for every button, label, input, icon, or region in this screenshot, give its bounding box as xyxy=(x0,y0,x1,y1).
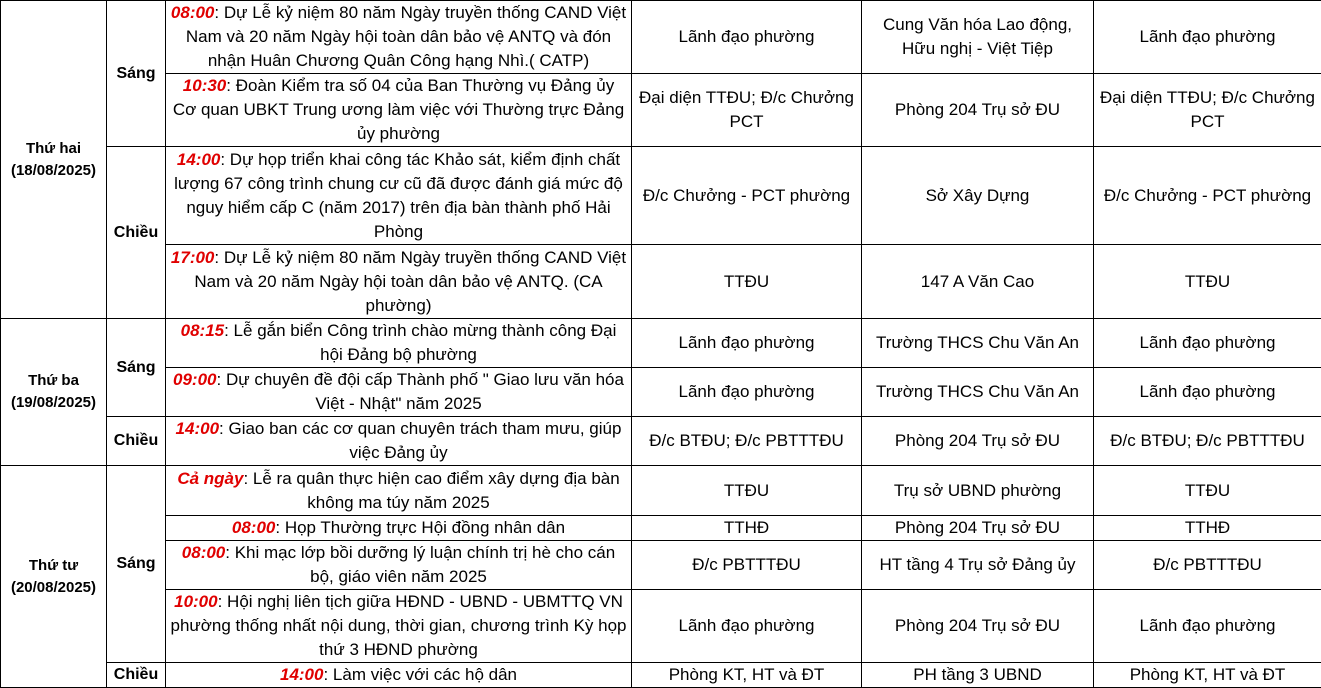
day-date: (18/08/2025) xyxy=(5,160,102,182)
day-cell xyxy=(1,466,107,688)
event-host: Lãnh đạo phường xyxy=(632,590,862,663)
event-content xyxy=(166,147,632,245)
event-place: 147 A Văn Cao xyxy=(862,245,1094,319)
event-host: Lãnh đạo phường xyxy=(632,1,862,74)
event-place: Phòng 204 Trụ sở ĐU xyxy=(862,516,1094,541)
event-prep: Phòng KT, HT và ĐT xyxy=(1094,663,1321,688)
event-host: Đ/c Chưởng - PCT phường xyxy=(632,147,862,245)
event-content xyxy=(166,590,632,663)
event-content xyxy=(166,74,632,147)
event-host: Phòng KT, HT và ĐT xyxy=(632,663,862,688)
event-prep: Lãnh đạo phường xyxy=(1094,590,1321,663)
event-place: Cung Văn hóa Lao động, Hữu nghị - Việt Tiệp xyxy=(862,1,1094,74)
event-time: 08:00 xyxy=(232,518,275,537)
day-cell xyxy=(1,319,107,466)
event-time: 17:00 xyxy=(171,248,214,267)
event-place: Phòng 204 Trụ sở ĐU xyxy=(862,417,1094,466)
day-cell xyxy=(1,1,107,319)
day-date: (20/08/2025) xyxy=(5,577,102,599)
event-place: Sở Xây Dựng xyxy=(862,147,1094,245)
event-content xyxy=(166,663,632,688)
event-host: Đ/c BTĐU; Đ/c PBTTTĐU xyxy=(632,417,862,466)
event-content xyxy=(166,319,632,368)
event-text: : Dự Lễ kỷ niệm 80 năm Ngày truyền thống CAND Việt Nam và 20 năm Ngày hội toàn dân bảo vệ ANTQ và đón nhận Huân Chương Quân Công hạng Nhì.( CATP) xyxy=(186,3,626,70)
event-content xyxy=(166,466,632,516)
event-text: : Dự họp triển khai công tác Khảo sát, kiểm định chất lượng 67 công trình chung cư cũ đã được đánh giá mức độ nguy hiểm cấp C (năm 2017) trên địa bàn thành phố Hải Phòng xyxy=(174,150,623,241)
event-prep: Lãnh đạo phường xyxy=(1094,319,1321,368)
event-host: Đ/c PBTTTĐU xyxy=(632,541,862,590)
event-content xyxy=(166,368,632,417)
event-prep: Lãnh đạo phường xyxy=(1094,1,1321,74)
event-prep: Đ/c Chưởng - PCT phường xyxy=(1094,147,1321,245)
event-time: 14:00 xyxy=(177,150,220,169)
event-host: TTHĐ xyxy=(632,516,862,541)
session-cell: Chiều xyxy=(107,663,166,688)
event-place: Phòng 204 Trụ sở ĐU xyxy=(862,74,1094,147)
event-place: Trường THCS Chu Văn An xyxy=(862,368,1094,417)
event-content xyxy=(166,541,632,590)
event-content xyxy=(166,516,632,541)
event-prep: Đ/c BTĐU; Đ/c PBTTTĐU xyxy=(1094,417,1321,466)
event-host: TTĐU xyxy=(632,245,862,319)
event-time: 08:15 xyxy=(181,321,224,340)
event-text: : Họp Thường trực Hội đồng nhân dân xyxy=(275,518,565,537)
event-text: : Đoàn Kiểm tra số 04 của Ban Thường vụ Đảng ủy Cơ quan UBKT Trung ương làm việc với Thường trực Đảng ủy phường xyxy=(173,76,624,143)
day-date: (19/08/2025) xyxy=(5,392,102,414)
event-text: : Dự Lễ kỷ niệm 80 năm Ngày truyền thống CAND Việt Nam và 20 năm Ngày hội toàn dân bảo vệ ANTQ. (CA phường) xyxy=(194,248,626,315)
event-place: HT tầng 4 Trụ sở Đảng ủy xyxy=(862,541,1094,590)
day-name: Thứ tư xyxy=(5,555,102,577)
event-prep: Đại diện TTĐU; Đ/c Chưởng PCT xyxy=(1094,74,1321,147)
event-time: Cả ngày xyxy=(177,469,243,488)
event-content xyxy=(166,245,632,319)
event-prep: TTĐU xyxy=(1094,466,1321,516)
event-place: Trụ sở UBND phường xyxy=(862,466,1094,516)
event-prep: TTĐU xyxy=(1094,245,1321,319)
day-name: Thứ ba xyxy=(5,370,102,392)
event-text: : Giao ban các cơ quan chuyên trách tham mưu, giúp việc Đảng ủy xyxy=(219,419,621,462)
event-host: Lãnh đạo phường xyxy=(632,368,862,417)
event-time: 10:00 xyxy=(174,592,217,611)
event-text: : Lễ gắn biển Công trình chào mừng thành công Đại hội Đảng bộ phường xyxy=(224,321,616,364)
session-cell: Sáng xyxy=(107,1,166,147)
event-content xyxy=(166,417,632,466)
event-text: : Hội nghị liên tịch giữa HĐND - UBND - UBMTTQ VN phường thống nhất nội dung, thời gian, chương trình Kỳ họp thứ 3 HĐND phường xyxy=(170,592,626,659)
event-text: : Làm việc với các hộ dân xyxy=(323,665,517,684)
event-text: : Dự chuyên đề đội cấp Thành phố " Giao lưu văn hóa Việt - Nhật" năm 2025 xyxy=(217,370,624,413)
event-place: PH tầng 3 UBND xyxy=(862,663,1094,688)
session-cell: Sáng xyxy=(107,319,166,417)
event-host: TTĐU xyxy=(632,466,862,516)
event-place: Trường THCS Chu Văn An xyxy=(862,319,1094,368)
event-place: Phòng 204 Trụ sở ĐU xyxy=(862,590,1094,663)
event-time: 08:00 xyxy=(171,3,214,22)
event-time: 09:00 xyxy=(173,370,216,389)
day-name: Thứ hai xyxy=(5,138,102,160)
event-time: 14:00 xyxy=(176,419,219,438)
event-time: 10:30 xyxy=(183,76,226,95)
event-host: Lãnh đạo phường xyxy=(632,319,862,368)
event-text: : Khi mạc lớp bồi dưỡng lý luận chính trị hè cho cán bộ, giáo viên năm 2025 xyxy=(225,543,615,586)
event-prep: Đ/c PBTTTĐU xyxy=(1094,541,1321,590)
session-cell: Sáng xyxy=(107,466,166,663)
event-prep: TTHĐ xyxy=(1094,516,1321,541)
event-content xyxy=(166,1,632,74)
event-prep: Lãnh đạo phường xyxy=(1094,368,1321,417)
event-host: Đại diện TTĐU; Đ/c Chưởng PCT xyxy=(632,74,862,147)
event-time: 08:00 xyxy=(182,543,225,562)
event-time: 14:00 xyxy=(280,665,323,684)
session-cell: Chiều xyxy=(107,417,166,466)
session-cell: Chiều xyxy=(107,147,166,319)
event-text: : Lễ ra quân thực hiện cao điểm xây dựng địa bàn không ma túy năm 2025 xyxy=(243,469,619,512)
